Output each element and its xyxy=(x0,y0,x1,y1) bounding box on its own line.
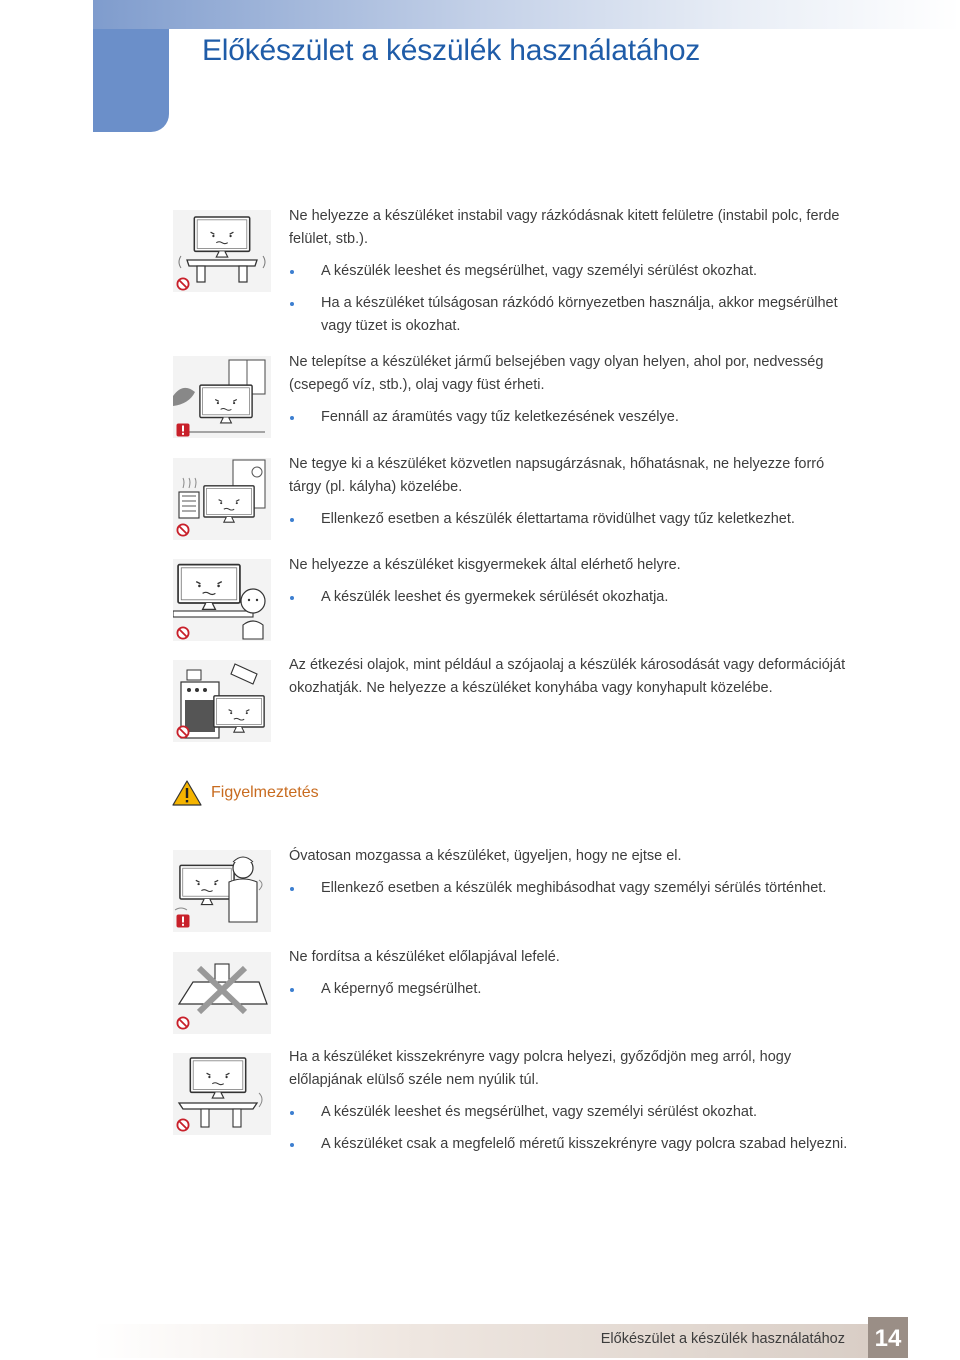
footer-title: Előkészület a készülék használatához xyxy=(600,1331,845,1347)
prohibited-icon xyxy=(176,725,190,739)
section-intro: Ha a készüléket kisszekrényre vagy polcra helyezi, győződjön meg arról, hogy előlapjának elülső széle nem nyúlik túl. xyxy=(289,1049,792,1088)
section-intro: Ne helyezze a készüléket instabil vagy rázkódásnak kitett felületre (instabil polc, ferde felület, stb.). xyxy=(289,208,840,247)
section-4-text xyxy=(289,554,849,609)
alert-icon xyxy=(176,423,190,437)
alert-icon xyxy=(176,914,190,928)
list-item: A készülék leeshet és gyermekek sérülését okozhatja. xyxy=(289,586,849,609)
prohibited-icon xyxy=(176,1016,190,1030)
list-item: A készülék leeshet és megsérülhet, vagy személyi sérülést okozhat. xyxy=(289,1101,849,1124)
section-intro: Ne fordítsa a készüléket előlapjával lefelé. xyxy=(289,949,560,965)
prohibited-icon xyxy=(176,1118,190,1132)
list-item: A készülék leeshet és megsérülhet, vagy személyi sérülést okozhat. xyxy=(289,260,849,283)
caution-2-text xyxy=(289,946,849,1001)
list-item: A készüléket csak a megfelelő méretű kisszekrényre vagy polcra szabad helyezni. xyxy=(289,1133,849,1156)
section-intro: Ne tegye ki a készüléket közvetlen napsugárzásnak, hőhatásnak, ne helyezze forró tárgy (pl. kályha) közelébe. xyxy=(289,456,825,495)
header-bar xyxy=(93,0,960,29)
section-intro: Ne helyezze a készüléket kisgyermekek által elérhető helyre. xyxy=(289,557,681,573)
section-5-text xyxy=(289,654,849,700)
prohibited-icon xyxy=(176,523,190,537)
section-intro: Óvatosan mozgassa a készüléket, ügyeljen, hogy ne ejtse el. xyxy=(289,848,682,864)
warning-icon xyxy=(172,780,202,806)
section-1-text xyxy=(289,205,849,338)
prohibited-icon xyxy=(176,626,190,640)
caution-heading-text: Figyelmeztetés xyxy=(211,784,319,801)
section-intro: Ne telepítse a készüléket jármű belsejében vagy olyan helyen, ahol por, nedvesség (csepegő víz, stb.), olaj vagy füst érheti. xyxy=(289,354,824,393)
caution-3-text xyxy=(289,1046,849,1156)
list-item: Ellenkező esetben a készülék élettartama rövidülhet vagy tűz keletkezhet. xyxy=(289,508,849,531)
list-item: Ha a készüléket túlságosan rázkódó környezetben használja, akkor megsérülhet vagy tüzet is okozhat. xyxy=(289,292,849,338)
page-number: 14 xyxy=(868,1317,908,1358)
list-item: A képernyő megsérülhet. xyxy=(289,978,849,1001)
prohibited-icon xyxy=(176,277,190,291)
caution-1-text xyxy=(289,845,849,900)
section-3-text xyxy=(289,453,849,531)
section-intro: Az étkezési olajok, mint például a szójaolaj a készülék károsodását vagy deformációját okozhatják. Ne helyezze a készüléket konyhába vagy konyhapult közelébe. xyxy=(289,657,846,696)
section-2-text xyxy=(289,351,849,429)
page-title: Előkészület a készülék használatához xyxy=(202,34,701,67)
list-item: Fennáll az áramütés vagy tűz keletkezésének veszélye. xyxy=(289,406,849,429)
list-item: Ellenkező esetben a készülék meghibásodhat vagy személyi sérülés történhet. xyxy=(289,877,849,900)
